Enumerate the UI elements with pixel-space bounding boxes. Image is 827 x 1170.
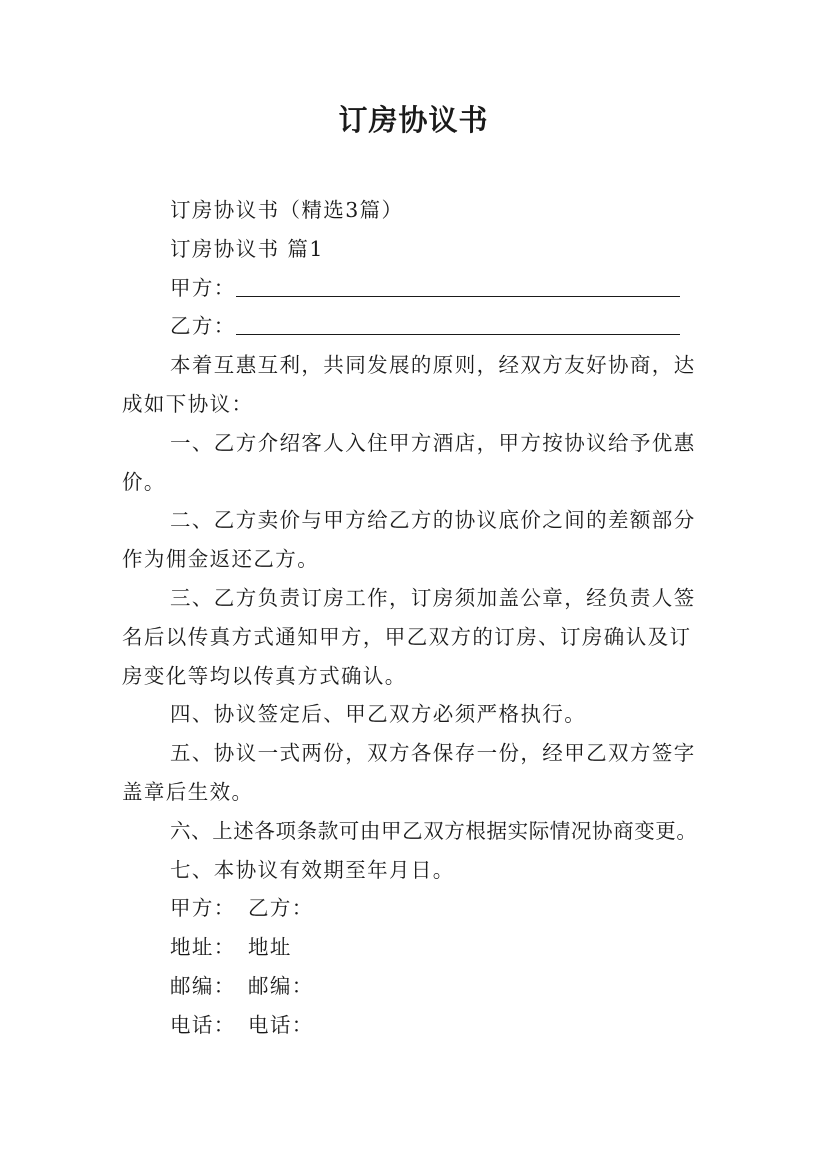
clause-7: 七、本协议有效期至年月日。 [170,857,455,882]
signature-phone-a: 电话： [170,1012,236,1037]
clause-2: 二、乙方卖价与甲方给乙方的协议底价之间的差额部分作为佣金返还乙方。 [122,508,696,572]
party-b-line [122,307,707,346]
signature-address-a: 地址： [170,935,236,960]
clause-6: 六、上述各项条款可由甲乙双方根据实际情况协商变更。 [170,818,698,843]
signature-phone-b: 电话： [248,1012,314,1037]
clause-1: 一、乙方介绍客人入住甲方酒店，甲方按协议给予优惠价。 [122,430,696,494]
signature-row-postcode [122,967,707,1006]
signature-postcode-a: 邮编： [170,973,236,998]
document-subtitle: 订房协议书（精选3篇） [170,198,404,222]
intro-paragraph: 本着互惠互利，共同发展的原则，经双方友好协商，达成如下协议： [122,353,696,416]
party-a-label: 甲方： [170,275,236,300]
document-body [122,191,707,1045]
signature-party-a: 甲方： [170,896,236,921]
clause-4: 四、协议签定后、甲乙双方必须严格执行。 [170,702,587,727]
signature-row-phone [122,1006,707,1045]
clause-5: 五、协议一式两份，双方各保存一份，经甲乙双方签字盖章后生效。 [122,741,696,804]
signature-postcode-b: 邮编： [248,973,314,998]
signature-party-b: 乙方： [248,896,314,921]
party-b-label: 乙方： [170,314,236,339]
party-a-line [122,269,707,308]
clause-3: 三、乙方负责订房工作，订房须加盖公章，经负责人签名后以传真方式通知甲方，甲乙双方的订房、订房确认及订房变化等均以传真方式确认。 [122,585,696,688]
section-heading: 订房协议书 篇1 [170,236,324,261]
party-a-blank [236,294,680,297]
signature-row-address [122,928,707,967]
party-b-blank [236,332,680,335]
document-title: 订房协议书 [338,103,489,137]
signature-row-party [122,889,707,928]
signature-address-b: 地址 [248,935,292,960]
